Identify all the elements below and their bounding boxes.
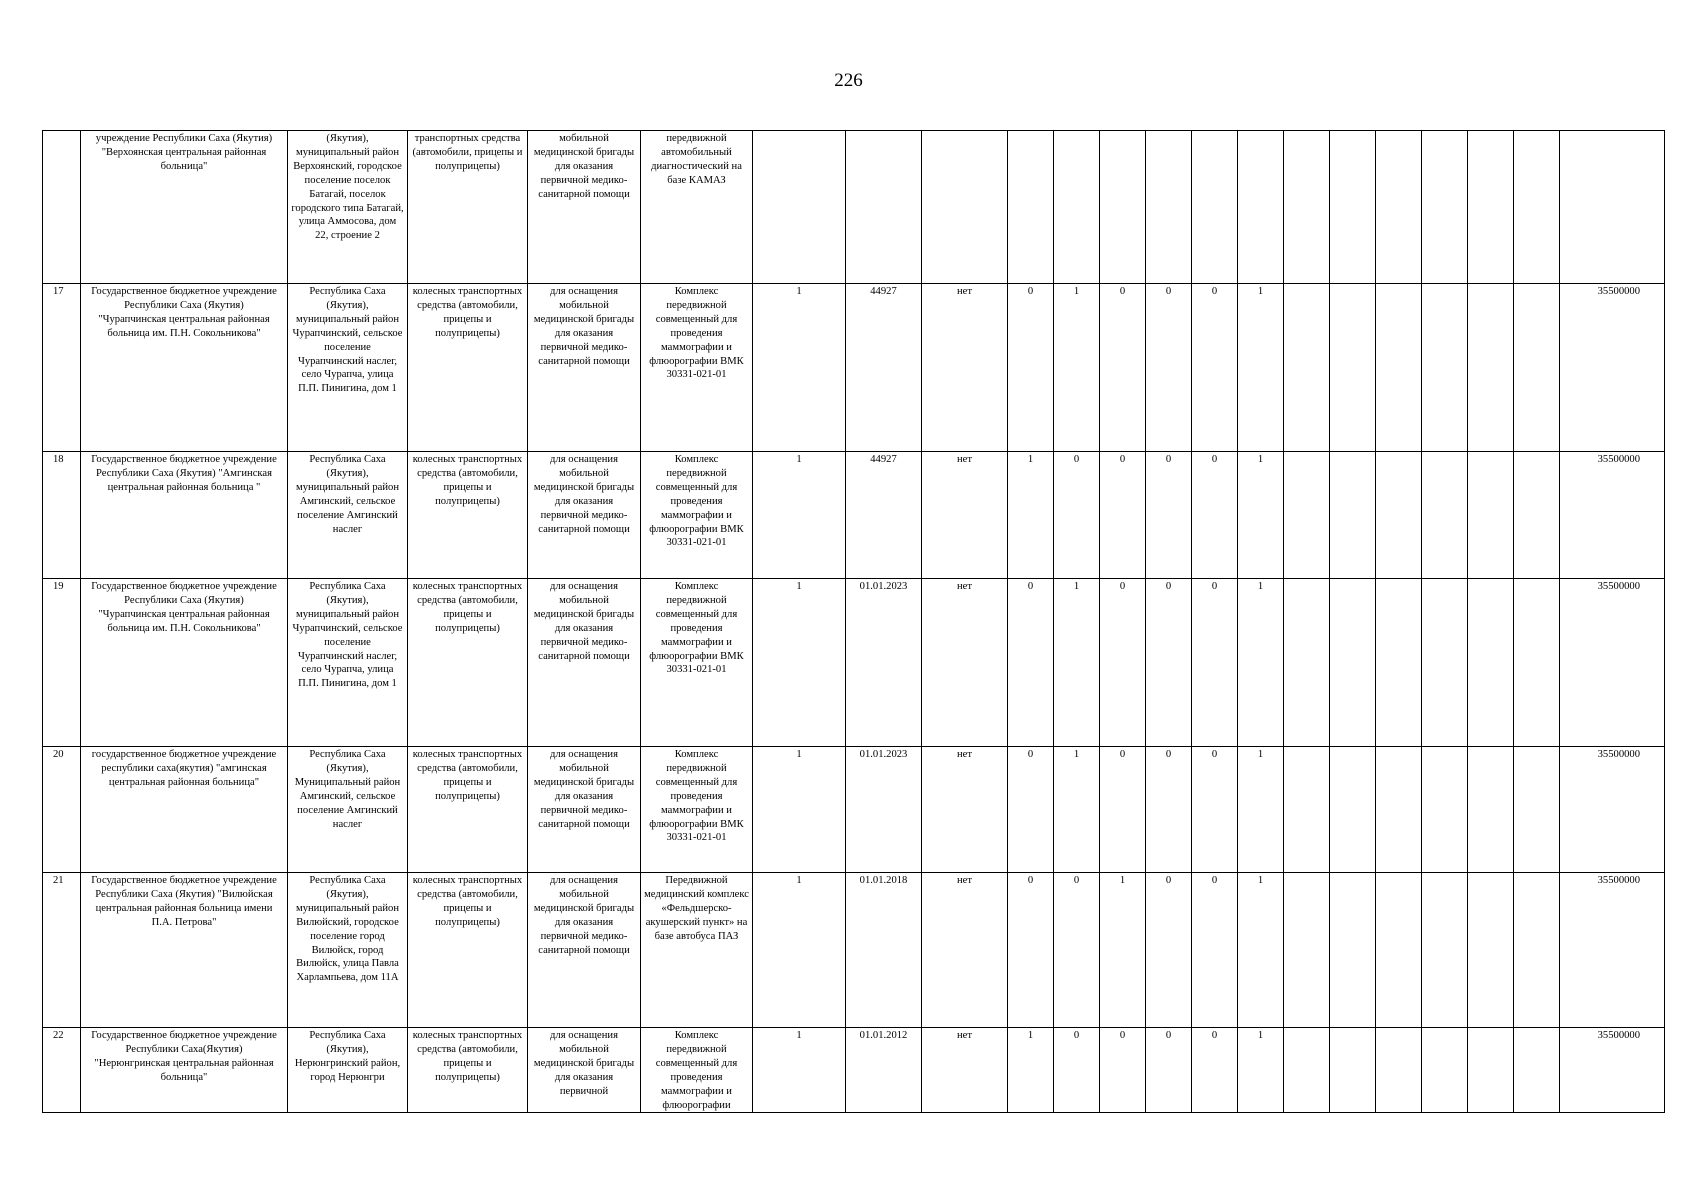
date-cell: 44927: [846, 452, 922, 579]
address-cell: Республика Саха (Якутия), муниципальный район Амгинский, сельское поселение Амгинский наслег: [288, 452, 408, 579]
value-cell: 0: [1054, 1028, 1100, 1113]
empty-cell: [1514, 284, 1560, 452]
value-cell: 0: [1100, 1028, 1146, 1113]
empty-cell: [1330, 747, 1376, 873]
value-cell: 0: [1100, 747, 1146, 873]
empty-cell: [1514, 452, 1560, 579]
data-table: [42, 130, 1665, 1113]
empty-cell: [1468, 1028, 1514, 1113]
empty-cell: [1514, 873, 1560, 1028]
empty-cell: [1284, 579, 1330, 747]
quantity-cell: 1: [753, 747, 846, 873]
amount-cell: 35500000: [1560, 1028, 1665, 1113]
date-cell: 01.01.2012: [846, 1028, 922, 1113]
table-row: [43, 131, 1665, 284]
value-cell: [1146, 131, 1192, 284]
empty-cell: [1330, 284, 1376, 452]
value-cell: 0: [1008, 747, 1054, 873]
empty-cell: [1422, 747, 1468, 873]
purpose-cell: для оснащения мобильной медицинской бригады для оказания первичной медико-санитарной помощи: [528, 579, 641, 747]
quantity-cell: 1: [753, 873, 846, 1028]
row-number: 19: [43, 579, 81, 747]
value-cell: 0: [1192, 284, 1238, 452]
value-cell: [1192, 131, 1238, 284]
date-cell: 01.01.2023: [846, 747, 922, 873]
value-cell: 1: [1008, 1028, 1054, 1113]
organization-cell: Государственное бюджетное учреждение Республики Саха (Якутия) "Чурапчинская центральная районная больница им. П.Н. Сокольникова": [81, 284, 288, 452]
address-cell: (Якутия), муниципальный район Верхоянский, городское поселение поселок Батагай, поселок городского типа Батагай, улица Аммосова, дом 22, строение 2: [288, 131, 408, 284]
empty-cell: [1468, 284, 1514, 452]
equipment-name-cell: Комплекс передвижной совмещенный для проведения маммографии и флюорографии ВМК 30331-021-01: [641, 452, 753, 579]
value-cell: 0: [1146, 1028, 1192, 1113]
flag-cell: нет: [922, 284, 1008, 452]
flag-cell: нет: [922, 579, 1008, 747]
value-cell: 1: [1100, 873, 1146, 1028]
empty-cell: [1376, 747, 1422, 873]
category-cell: колесных транспортных средства (автомобили, прицепы и полуприцепы): [408, 1028, 528, 1113]
amount-cell: 35500000: [1560, 452, 1665, 579]
value-cell: 0: [1008, 579, 1054, 747]
value-cell: 0: [1100, 284, 1146, 452]
value-cell: [1054, 131, 1100, 284]
empty-cell: [1330, 1028, 1376, 1113]
organization-cell: учреждение Республики Саха (Якутия) "Верхоянская центральная районная больница": [81, 131, 288, 284]
table-row: [43, 579, 1665, 747]
value-cell: 1: [1054, 747, 1100, 873]
category-cell: колесных транспортных средства (автомобили, прицепы и полуприцепы): [408, 452, 528, 579]
row-number: 17: [43, 284, 81, 452]
empty-cell: [1422, 284, 1468, 452]
value-cell: 0: [1008, 873, 1054, 1028]
category-cell: транспортных средства (автомобили, прицепы и полуприцепы): [408, 131, 528, 284]
value-cell: 0: [1146, 452, 1192, 579]
empty-cell: [1330, 579, 1376, 747]
value-cell: 0: [1192, 873, 1238, 1028]
purpose-cell: для оснащения мобильной медицинской бригады для оказания первичной медико-санитарной помощи: [528, 452, 641, 579]
amount-cell: 35500000: [1560, 284, 1665, 452]
date-cell: 44927: [846, 284, 922, 452]
purpose-cell: для оснащения мобильной медицинской бригады для оказания первичной медико-санитарной помощи: [528, 747, 641, 873]
value-cell: 1: [1238, 284, 1284, 452]
empty-cell: [1376, 284, 1422, 452]
purpose-cell: для оснащения мобильной медицинской бригады для оказания первичной медико-санитарной помощи: [528, 284, 641, 452]
empty-cell: [1422, 1028, 1468, 1113]
value-cell: 0: [1192, 579, 1238, 747]
category-cell: колесных транспортных средства (автомобили, прицепы и полуприцепы): [408, 873, 528, 1028]
equipment-name-cell: Комплекс передвижной совмещенный для проведения маммографии и флюорографии ВМК 30331-021-01: [641, 747, 753, 873]
value-cell: 1: [1238, 1028, 1284, 1113]
empty-cell: [1284, 1028, 1330, 1113]
empty-cell: [1330, 452, 1376, 579]
category-cell: колесных транспортных средства (автомобили, прицепы и полуприцепы): [408, 747, 528, 873]
value-cell: 0: [1192, 452, 1238, 579]
value-cell: [1008, 131, 1054, 284]
empty-cell: [1330, 131, 1376, 284]
purpose-cell: для оснащения мобильной медицинской бригады для оказания первичной медико-санитарной помощи: [528, 873, 641, 1028]
row-number: 21: [43, 873, 81, 1028]
table-row: [43, 1028, 1665, 1113]
empty-cell: [1422, 131, 1468, 284]
date-cell: 01.01.2018: [846, 873, 922, 1028]
date-cell: [846, 131, 922, 284]
value-cell: 0: [1100, 579, 1146, 747]
flag-cell: нет: [922, 1028, 1008, 1113]
value-cell: 1: [1054, 579, 1100, 747]
value-cell: 0: [1008, 284, 1054, 452]
empty-cell: [1422, 579, 1468, 747]
value-cell: 1: [1008, 452, 1054, 579]
empty-cell: [1284, 873, 1330, 1028]
page-number: 226: [834, 70, 863, 91]
value-cell: 1: [1054, 284, 1100, 452]
organization-cell: государственное бюджетное учреждение республики саха(якутия) "амгинская центральная районная больница": [81, 747, 288, 873]
amount-cell: [1560, 131, 1665, 284]
purpose-cell: для оснащения мобильной медицинской бригады для оказания первичной: [528, 1028, 641, 1113]
empty-cell: [1468, 452, 1514, 579]
value-cell: 0: [1100, 452, 1146, 579]
empty-cell: [1514, 579, 1560, 747]
purpose-cell: мобильной медицинской бригады для оказания первичной медико-санитарной помощи: [528, 131, 641, 284]
equipment-name-cell: Комплекс передвижной совмещенный для проведения маммографии и флюорографии ВМК 30331-021-01: [641, 579, 753, 747]
quantity-cell: [753, 131, 846, 284]
empty-cell: [1514, 747, 1560, 873]
empty-cell: [1468, 873, 1514, 1028]
empty-cell: [1468, 579, 1514, 747]
empty-cell: [1422, 452, 1468, 579]
organization-cell: Государственное бюджетное учреждение Республики Саха (Якутия) "Чурапчинская центральная районная больница им. П.Н. Сокольникова": [81, 579, 288, 747]
flag-cell: нет: [922, 747, 1008, 873]
value-cell: 0: [1146, 873, 1192, 1028]
value-cell: 0: [1054, 873, 1100, 1028]
value-cell: 0: [1192, 747, 1238, 873]
value-cell: 0: [1146, 747, 1192, 873]
empty-cell: [1284, 747, 1330, 873]
empty-cell: [1376, 452, 1422, 579]
quantity-cell: 1: [753, 579, 846, 747]
row-number: 22: [43, 1028, 81, 1113]
empty-cell: [1376, 873, 1422, 1028]
category-cell: колесных транспортных средства (автомобили, прицепы и полуприцепы): [408, 579, 528, 747]
table-row: [43, 747, 1665, 873]
value-cell: 1: [1238, 873, 1284, 1028]
organization-cell: Государственное бюджетное учреждение Республики Саха(Якутия) "Нерюнгринская центральная районная больница": [81, 1028, 288, 1113]
flag-cell: [922, 131, 1008, 284]
empty-cell: [1468, 747, 1514, 873]
flag-cell: нет: [922, 873, 1008, 1028]
value-cell: [1100, 131, 1146, 284]
quantity-cell: 1: [753, 284, 846, 452]
amount-cell: 35500000: [1560, 579, 1665, 747]
address-cell: Республика Саха (Якутия), Нерюнгринский район, город Нерюнгри: [288, 1028, 408, 1113]
address-cell: Республика Саха (Якутия), муниципальный район Вилюйский, городское поселение город Вилюйск, город Вилюйск, улица Павла Харлампьева, дом 11А: [288, 873, 408, 1028]
equipment-name-cell: Передвижной медицинский комплекс «Фельдшерско-акушерский пункт» на базе автобуса ПАЗ: [641, 873, 753, 1028]
amount-cell: 35500000: [1560, 747, 1665, 873]
empty-cell: [1514, 1028, 1560, 1113]
empty-cell: [1284, 284, 1330, 452]
row-number: [43, 131, 81, 284]
empty-cell: [1422, 873, 1468, 1028]
table-row: [43, 284, 1665, 452]
flag-cell: нет: [922, 452, 1008, 579]
address-cell: Республика Саха (Якутия), Муниципальный район Амгинский, сельское поселение Амгинский наслег: [288, 747, 408, 873]
empty-cell: [1468, 131, 1514, 284]
organization-cell: Государственное бюджетное учреждение Республики Саха (Якутия) "Амгинская центральная районная больница ": [81, 452, 288, 579]
amount-cell: 35500000: [1560, 873, 1665, 1028]
value-cell: 0: [1054, 452, 1100, 579]
table-body: [43, 131, 1665, 1113]
table-row: [43, 452, 1665, 579]
empty-cell: [1330, 873, 1376, 1028]
empty-cell: [1284, 452, 1330, 579]
equipment-name-cell: Комплекс передвижной совмещенный для проведения маммографии и флюорографии: [641, 1028, 753, 1113]
equipment-name-cell: Комплекс передвижной совмещенный для проведения маммографии и флюорографии ВМК 30331-021-01: [641, 284, 753, 452]
empty-cell: [1284, 131, 1330, 284]
quantity-cell: 1: [753, 1028, 846, 1113]
table-row: [43, 873, 1665, 1028]
empty-cell: [1376, 131, 1422, 284]
category-cell: колесных транспортных средства (автомобили, прицепы и полуприцепы): [408, 284, 528, 452]
value-cell: 1: [1238, 579, 1284, 747]
value-cell: 0: [1146, 579, 1192, 747]
empty-cell: [1376, 1028, 1422, 1113]
empty-cell: [1514, 131, 1560, 284]
value-cell: 0: [1146, 284, 1192, 452]
date-cell: 01.01.2023: [846, 579, 922, 747]
value-cell: [1238, 131, 1284, 284]
row-number: 20: [43, 747, 81, 873]
address-cell: Республика Саха (Якутия), муниципальный район Чурапчинский, сельское поселение Чурапчинский наслег, село Чурапча, улица П.П. Пинигина, дом 1: [288, 284, 408, 452]
row-number: 18: [43, 452, 81, 579]
organization-cell: Государственное бюджетное учреждение Республики Саха (Якутия) "Вилюйская центральная районная больница имени П.А. Петрова": [81, 873, 288, 1028]
value-cell: 1: [1238, 747, 1284, 873]
value-cell: 0: [1192, 1028, 1238, 1113]
empty-cell: [1376, 579, 1422, 747]
quantity-cell: 1: [753, 452, 846, 579]
equipment-name-cell: передвижной автомобильный диагностический на базе КАМАЗ: [641, 131, 753, 284]
address-cell: Республика Саха (Якутия), муниципальный район Чурапчинский, сельское поселение Чурапчинский наслег, село Чурапча, улица П.П. Пинигина, дом 1: [288, 579, 408, 747]
value-cell: 1: [1238, 452, 1284, 579]
